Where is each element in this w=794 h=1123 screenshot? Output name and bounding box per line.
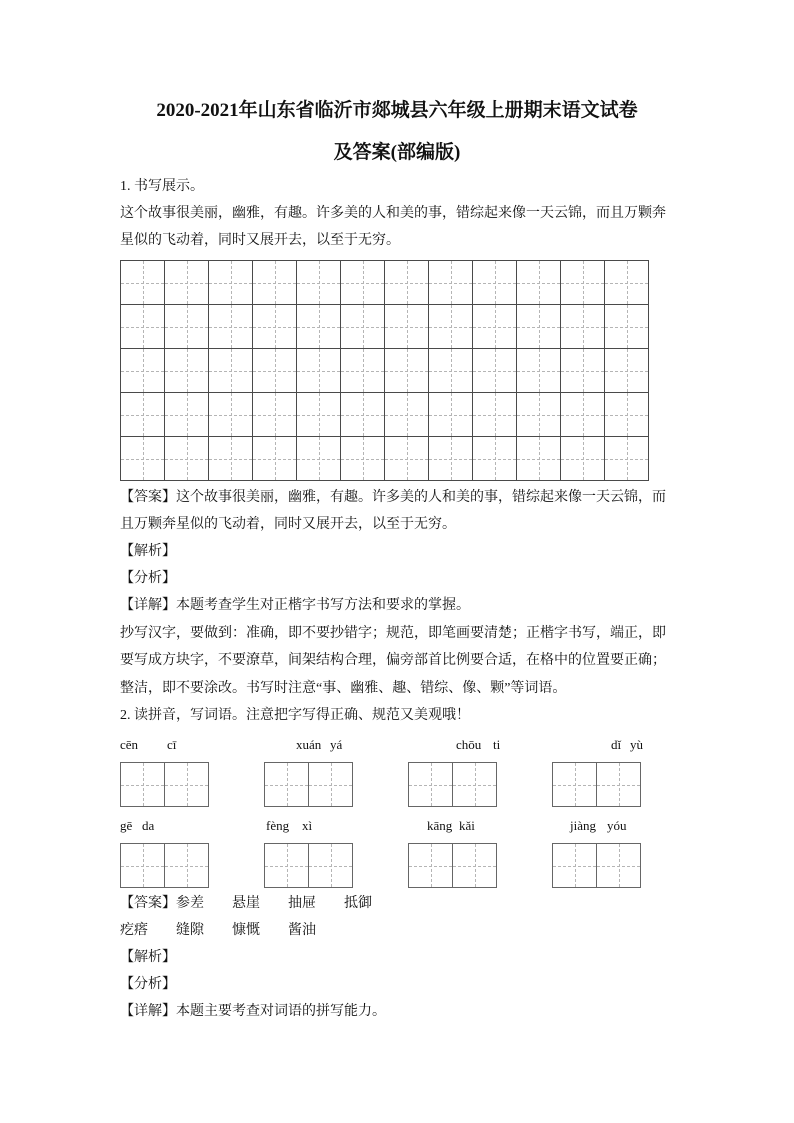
writing-grid-cell [385,393,429,437]
writing-grid-cell [297,261,341,305]
q1-explanation-line: 抄写汉字，要做到：准确，即不要抄错字；规范，即笔画要清楚；正楷字书写，端正，即 [120,626,666,641]
writing-grid-cell [165,305,209,349]
word-writing-cell [309,844,353,888]
word-writing-box [264,843,353,888]
answer-word: 悬崖 [232,896,260,911]
word-writing-cell [409,844,453,888]
writing-grid-cell [297,437,341,481]
writing-grid-cell [517,261,561,305]
q2-answer-row [120,921,344,941]
pinyin-syllable: jiàng [570,818,596,833]
writing-grid-cell [385,349,429,393]
word-writing-box [120,762,209,807]
answer-word: 缝隙 [176,923,204,938]
word-writing-cell [121,844,165,888]
writing-grid-cell [605,349,649,393]
pinyin-syllable: cēn [120,737,139,752]
writing-grid-cell [605,437,649,481]
pinyin-syllable: chōu [456,737,482,752]
writing-grid-cell [253,261,297,305]
word-writing-cell [453,844,497,888]
q2-heading: 2. 读拼音，写词语。注意把字写得正确、规范又美观哦！ [120,708,470,723]
pinyin-syllable: cī [167,737,177,752]
writing-grid-cell [253,437,297,481]
word-writing-box [120,843,209,888]
word-writing-cell [121,763,165,807]
q1-answer-line: 且万颗奔星似的飞动着，同时又展开去，以至于无穷。 [120,517,456,532]
q1-answer-line: 【答案】这个故事很美丽，幽雅，有趣。许多美的人和美的事，错综起来像一天云锦，而 [120,490,666,505]
answer-word: 慷慨 [232,923,260,938]
answer-word: 参差 [176,896,204,911]
writing-grid-cell [605,305,649,349]
writing-grid-cell [209,437,253,481]
answer-word: 抵御 [344,896,372,911]
q1-passage-line: 这个故事很美丽，幽雅，有趣。许多美的人和美的事，错综起来像一天云锦，而且万颗奔 [120,206,666,221]
writing-grid-cell [165,261,209,305]
writing-grid-cell [385,261,429,305]
writing-grid-cell [517,437,561,481]
writing-grid-cell [561,305,605,349]
word-writing-cell [597,844,641,888]
pinyin-syllable: xuán [296,737,322,752]
word-writing-cell [553,844,597,888]
pinyin-syllable: fèng [266,818,290,833]
writing-grid-cell [209,349,253,393]
pinyin-syllable: kǎi [459,818,475,833]
writing-grid-cell [297,305,341,349]
word-writing-box [552,762,641,807]
q1-detail: 【详解】本题考查学生对正楷字书写方法和要求的掌握。 [120,598,470,613]
writing-grid-cell [165,437,209,481]
writing-grid-cell [121,305,165,349]
answer-word: 酱油 [288,923,316,938]
q2-jiexi-label: 【解析】 [120,950,176,965]
writing-grid-cell [429,393,473,437]
writing-grid-cell [209,393,253,437]
answer-word: 疙瘩 [120,923,148,938]
writing-grid-cell [297,393,341,437]
writing-grid-cell [473,305,517,349]
writing-grid-cell [561,261,605,305]
writing-grid-cell [561,437,605,481]
word-writing-cell [553,763,597,807]
writing-grid-cell [341,349,385,393]
writing-grid-cell [429,437,473,481]
pinyin-syllable: dǐ [611,737,622,752]
writing-grid-cell [517,393,561,437]
q1-passage-line: 星似的飞动着，同时又展开去，以至于无穷。 [120,233,400,248]
document-title-line2: 及答案(部编版) [333,142,461,163]
writing-grid-cell [165,349,209,393]
q1-heading: 1. 书写展示。 [120,179,204,194]
word-writing-cell [409,763,453,807]
writing-grid-cell [473,393,517,437]
writing-grid-cell [209,305,253,349]
writing-grid-cell [253,305,297,349]
word-writing-box [408,762,497,807]
word-writing-cell [309,763,353,807]
q2-answer-label: 【答案】 [120,896,176,911]
writing-grid-cell [297,349,341,393]
writing-grid-cell [253,393,297,437]
word-writing-cell [265,763,309,807]
writing-grid-cell [561,349,605,393]
q1-explanation-line: 整洁，即不要涂改。书写时注意“事、幽雅、趣、错综、像、颗”等词语。 [120,681,567,696]
writing-grid-cell [473,261,517,305]
writing-grid-cell [473,437,517,481]
writing-grid-cell [385,305,429,349]
writing-grid-cell [253,349,297,393]
writing-grid-cell [341,393,385,437]
pinyin-syllable: ti [493,737,501,752]
document-title-line1: 2020-2021年山东省临沂市郯城县六年级上册期末语文试卷 [156,100,638,121]
pinyin-syllable: gē [120,818,133,833]
writing-grid-cell [165,393,209,437]
q1-jiexi-label: 【解析】 [120,544,176,559]
word-writing-cell [453,763,497,807]
pinyin-syllable: xì [302,818,313,833]
writing-grid-cell [121,393,165,437]
q2-detail: 【详解】本题主要考查对词语的拼写能力。 [120,1004,386,1019]
writing-grid-cell [429,261,473,305]
word-writing-box [408,843,497,888]
word-writing-box [264,762,353,807]
word-writing-cell [165,763,209,807]
writing-grid-cell [341,305,385,349]
word-writing-box [552,843,641,888]
writing-grid-cell [121,437,165,481]
writing-grid-cell [517,305,561,349]
writing-grid-cell [429,305,473,349]
pinyin-syllable: yù [630,737,643,752]
writing-grid-cell [209,261,253,305]
writing-grid-cell [429,349,473,393]
writing-grid-cell [473,349,517,393]
word-writing-cell [597,763,641,807]
q2-fenxi-label: 【分析】 [120,977,176,992]
q1-fenxi-label: 【分析】 [120,571,176,586]
writing-grid-cell [517,349,561,393]
pinyin-syllable: kāng [427,818,453,833]
writing-grid-cell [121,349,165,393]
q2-answer-row [120,894,400,914]
writing-grid-cell [605,261,649,305]
pinyin-syllable: yá [330,737,343,752]
pinyin-syllable: da [142,818,155,833]
word-writing-cell [165,844,209,888]
writing-grid-cell [605,393,649,437]
pinyin-syllable: yóu [607,818,627,833]
writing-grid-cell [561,393,605,437]
writing-grid-cell [341,437,385,481]
word-writing-cell [265,844,309,888]
answer-word: 抽屉 [288,896,316,911]
writing-grid-cell [341,261,385,305]
writing-grid-cell [385,437,429,481]
writing-grid [120,260,649,481]
writing-grid-cell [121,261,165,305]
q1-explanation-line: 要写成方块字，不要潦草，间架结构合理，偏旁部首比例要合适，在格中的位置要正确； [120,653,666,668]
